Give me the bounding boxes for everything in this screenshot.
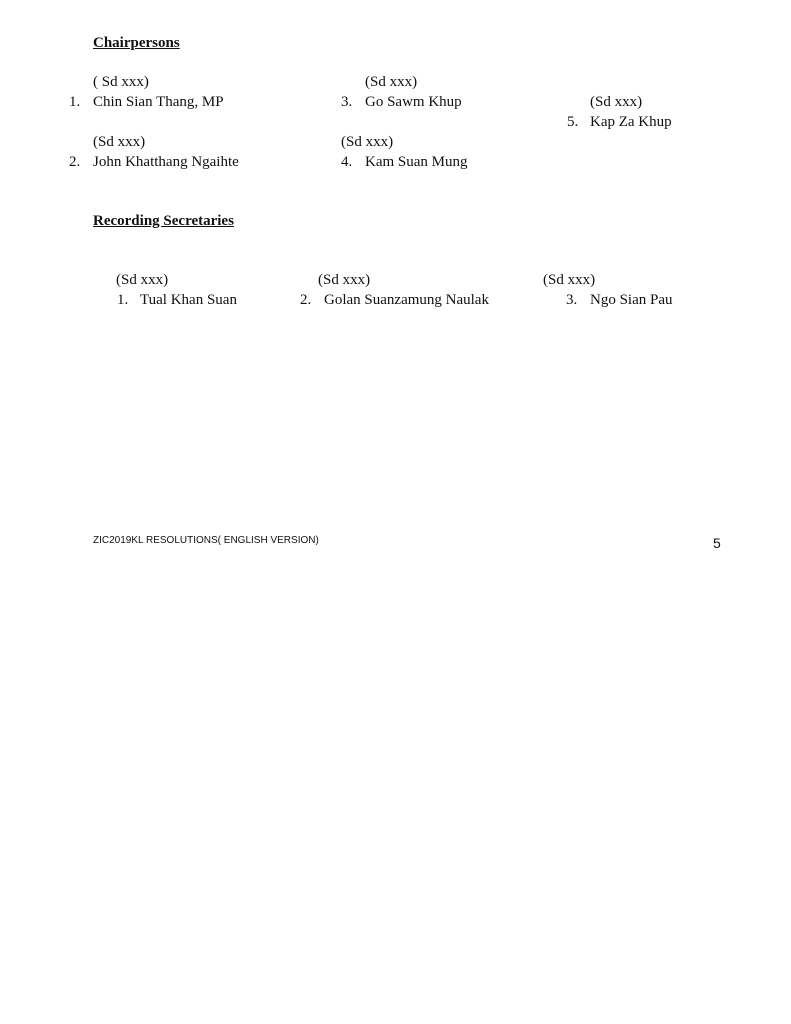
- secretary-3-number: 3.: [566, 292, 578, 308]
- chairperson-5-number: 5.: [567, 114, 579, 130]
- chairperson-4-number: 4.: [341, 154, 353, 170]
- chairperson-4-signature: (Sd xxx): [341, 134, 394, 150]
- chairperson-1-number: 1.: [69, 94, 81, 110]
- secretaries-heading: Recording Secretaries: [93, 213, 234, 229]
- chairperson-3-number: 3.: [341, 94, 353, 110]
- chairperson-1-name: Chin Sian Thang, MP: [93, 94, 224, 110]
- secretary-1-number: 1.: [117, 292, 129, 308]
- page-number: 5: [713, 535, 721, 551]
- secretary-2-number: 2.: [300, 292, 312, 308]
- chairperson-5-signature: (Sd xxx): [590, 94, 643, 110]
- footer-title: ZIC2019KL RESOLUTIONS( ENGLISH VERSION): [93, 535, 319, 546]
- chairperson-2-number: 2.: [69, 154, 81, 170]
- chairpersons-heading: Chairpersons: [93, 35, 180, 51]
- secretary-2-name: Golan Suanzamung Naulak: [324, 292, 489, 308]
- chairperson-5-name: Kap Za Khup: [590, 114, 672, 130]
- secretary-2-signature: (Sd xxx): [318, 272, 371, 288]
- secretary-3-signature: (Sd xxx): [543, 272, 596, 288]
- chairperson-1-signature: ( Sd xxx): [93, 74, 149, 90]
- secretary-1-name: Tual Khan Suan: [140, 292, 237, 308]
- chairperson-4-name: Kam Suan Mung: [365, 154, 468, 170]
- chairperson-3-signature: (Sd xxx): [365, 74, 418, 90]
- secretary-3-name: Ngo Sian Pau: [590, 292, 673, 308]
- secretary-1-signature: (Sd xxx): [116, 272, 169, 288]
- chairperson-2-name: John Khatthang Ngaihte: [93, 154, 239, 170]
- chairperson-3-name: Go Sawm Khup: [365, 94, 462, 110]
- chairperson-2-signature: (Sd xxx): [93, 134, 146, 150]
